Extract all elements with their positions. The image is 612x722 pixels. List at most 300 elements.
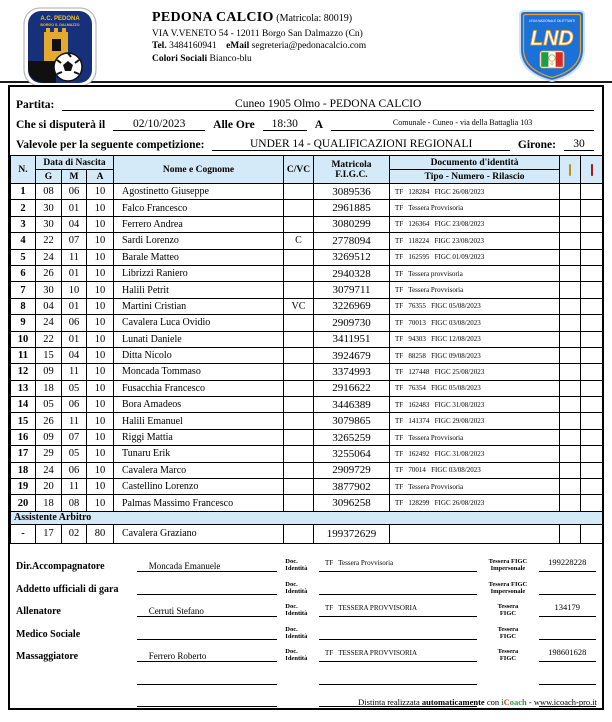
birth-year-cell: 10 (87, 397, 114, 413)
club-crest-icon (22, 7, 98, 92)
player-row (11, 380, 603, 396)
birth-year-cell: 10 (87, 413, 114, 429)
birth-month-cell: 02 (62, 524, 87, 543)
tessera-label: Tessera FIGC Impersonale (488, 558, 528, 573)
red-card-cell (581, 446, 603, 462)
captain-cell: VC (284, 298, 314, 314)
birth-month-cell: 11 (62, 479, 87, 495)
time-label: Alle Ore (213, 119, 255, 131)
captain-cell (284, 249, 314, 265)
match-info (10, 87, 602, 154)
tessera-label: Tessera FIGC (497, 603, 519, 618)
tel-value: 3484160941 (169, 41, 217, 51)
player-row (11, 347, 603, 363)
document-cell: TF 94303 FIGC 12/08/2023 (390, 331, 560, 347)
staff-tessera-field (539, 684, 596, 685)
yellow-card-cell (560, 446, 581, 462)
assistant-section-label-row (11, 511, 603, 524)
player-name-cell: Cavalera Graziano (114, 524, 284, 543)
player-number-cell: 14 (11, 397, 36, 413)
document-cell: TF 76355 FIGC 05/08/2023 (390, 298, 560, 314)
doc-identity-label: Doc. Identità (285, 580, 308, 595)
red-card-cell (581, 265, 603, 281)
captain-cell (284, 364, 314, 380)
staff-doc-field: TF Tessera Provvisoria (319, 563, 477, 572)
document-cell: TF 162483 FIGC 31/08/2023 (390, 397, 560, 413)
matricola-cell: 199372629 (314, 524, 390, 543)
competition-label: Valevole per la seguente competizione: (16, 139, 205, 151)
staff-role-label: Addetto ufficiali di gara (16, 583, 119, 595)
red-card-cell (581, 364, 603, 380)
birth-year-cell: 10 (87, 298, 114, 314)
competition-field: UNDER 14 - QUALIFICAZIONI REGIONALI (212, 138, 509, 151)
birth-year-cell: 10 (87, 495, 114, 511)
captain-cell: C (284, 233, 314, 249)
matricola-cell: 3096258 (314, 495, 390, 511)
red-card-cell (581, 380, 603, 396)
document-cell: TF 162595 FIGC 01/09/2023 (390, 249, 560, 265)
player-number-cell: 13 (11, 380, 36, 396)
yellow-card-cell (560, 524, 581, 543)
col-header-n: N. (11, 156, 36, 184)
birth-year-cell: 10 (87, 282, 114, 298)
staff-doc-field: TF TESSERA PROVVISORIA (319, 608, 477, 617)
assistant-row (11, 524, 603, 543)
girone-label: Girone: (517, 139, 556, 151)
red-card-cell (581, 462, 603, 478)
staff-name-field: Ferrero Roberto (137, 651, 278, 662)
matricola-cell: 3079865 (314, 413, 390, 429)
player-row (11, 200, 603, 216)
girone-field: 30 (564, 138, 594, 151)
player-number-cell: 6 (11, 265, 36, 281)
club-address: VIA V.VENETO 54 - 12011 Borgo San Dalmazzo (Cn) (152, 28, 363, 39)
birth-month-cell: 05 (62, 446, 87, 462)
red-card-cell (581, 282, 603, 298)
matricola-cell: 3269512 (314, 249, 390, 265)
matricola-cell: 3374993 (314, 364, 390, 380)
captain-cell (284, 446, 314, 462)
birth-day-cell: 05 (36, 397, 62, 413)
birth-year-cell: 10 (87, 184, 114, 200)
birth-year-cell: 10 (87, 462, 114, 478)
venue-field (331, 118, 594, 131)
captain-cell (284, 347, 314, 363)
staff-tessera-field: 134179 (539, 606, 596, 617)
matricola-cell: 3411951 (314, 331, 390, 347)
doc-identity-label: Doc. Identità (285, 648, 308, 663)
staff-role-label: Allenatore (16, 606, 61, 618)
staff-row (16, 640, 596, 663)
red-card-cell (581, 298, 603, 314)
club-info (152, 7, 366, 64)
document-cell: TF Tessera Provvisoria (390, 429, 560, 445)
matricola-cell: 3080299 (314, 216, 390, 232)
yellow-card-cell (560, 282, 581, 298)
staff-tessera-field: 199228228 (539, 561, 596, 572)
player-number-cell: 5 (11, 249, 36, 265)
staff-doc-field: TF TESSERA PROVVISORIA (319, 653, 477, 662)
staff-name-field (137, 594, 278, 595)
document-cell: TF Tessera Provvisoria (390, 200, 560, 216)
document-cell: TF 128284 FIGC 26/08/2023 (390, 184, 560, 200)
player-number-cell: - (11, 524, 36, 543)
yellow-card-icon (569, 164, 571, 176)
birth-year-cell: 10 (87, 446, 114, 462)
tel-label: Tel. (152, 41, 167, 51)
birth-year-cell: 10 (87, 380, 114, 396)
birth-month-cell: 01 (62, 265, 87, 281)
birth-month-cell: 01 (62, 331, 87, 347)
col-header-birth: Data di Nascita (36, 156, 114, 170)
players-tbody (11, 184, 603, 512)
yellow-card-cell (560, 331, 581, 347)
staff-row (16, 550, 596, 573)
captain-cell (284, 479, 314, 495)
yellow-card-cell (560, 397, 581, 413)
red-card-cell (581, 233, 603, 249)
captain-cell (284, 265, 314, 281)
birth-day-cell: 24 (36, 315, 62, 331)
matricola-cell: 3877902 (314, 479, 390, 495)
player-number-cell: 2 (11, 200, 36, 216)
birth-day-cell: 26 (36, 413, 62, 429)
birth-month-cell: 01 (62, 200, 87, 216)
assistant-tbody (11, 511, 603, 543)
staff-name-field (137, 706, 278, 707)
staff-row (16, 572, 596, 595)
yellow-card-cell (560, 315, 581, 331)
player-number-cell: 20 (11, 495, 36, 511)
captain-cell (284, 184, 314, 200)
red-card-cell (581, 331, 603, 347)
document-cell: TF Tessera provvisoria (390, 265, 560, 281)
birth-day-cell: 29 (36, 446, 62, 462)
yellow-card-cell (560, 462, 581, 478)
col-header-cvc: C/VC (284, 156, 314, 184)
birth-year-cell: 10 (87, 364, 114, 380)
player-name-cell: Fusacchia Francesco (114, 380, 284, 396)
birth-day-cell: 24 (36, 249, 62, 265)
svg-text:BORGO S. DALMAZZO: BORGO S. DALMAZZO (40, 23, 80, 27)
birth-year-cell: 10 (87, 347, 114, 363)
staff-name-field: Cerruti Stefano (137, 606, 278, 617)
red-card-cell (581, 184, 603, 200)
yellow-card-cell (560, 216, 581, 232)
player-row (11, 184, 603, 200)
matricola-cell: 2961885 (314, 200, 390, 216)
doc-identity-label: Doc. Identità (285, 603, 308, 618)
birth-year-cell: 10 (87, 216, 114, 232)
document-cell (390, 524, 560, 543)
player-name-cell: Riggi Mattia (114, 429, 284, 445)
icoach-brand: i (501, 697, 504, 707)
yellow-card-cell (560, 380, 581, 396)
birth-month-cell: 11 (62, 364, 87, 380)
doc-identity-label: Doc. Identità (285, 625, 308, 640)
document-cell: TF 126364 FIGC 23/08/2023 (390, 216, 560, 232)
partita-field: Cuneo 1905 Olmo - PEDONA CALCIO (62, 98, 594, 111)
birth-year-cell: 10 (87, 249, 114, 265)
birth-year-cell: 10 (87, 429, 114, 445)
birth-day-cell: 09 (36, 429, 62, 445)
player-number-cell: 8 (11, 298, 36, 314)
player-number-cell: 4 (11, 233, 36, 249)
document-cell: TF 128299 FIGC 26/08/2023 (390, 495, 560, 511)
birth-day-cell: 24 (36, 462, 62, 478)
player-number-cell: 9 (11, 315, 36, 331)
captain-cell (284, 216, 314, 232)
player-row (11, 413, 603, 429)
player-row (11, 331, 603, 347)
player-row (11, 495, 603, 511)
birth-month-cell: 05 (62, 380, 87, 396)
lnd-logo-icon (516, 7, 588, 88)
staff-tessera-field (539, 639, 596, 640)
tessera-label: Tessera FIGC Impersonale (488, 580, 528, 595)
captain-cell (284, 462, 314, 478)
birth-month-cell: 04 (62, 347, 87, 363)
player-number-cell: 10 (11, 331, 36, 347)
matricola-cell: 3265259 (314, 429, 390, 445)
player-name-cell: Agostinetto Giuseppe (114, 184, 284, 200)
player-number-cell: 7 (11, 282, 36, 298)
matricola-cell: 3089536 (314, 184, 390, 200)
player-number-cell: 16 (11, 429, 36, 445)
birth-year-cell: 10 (87, 331, 114, 347)
email-label: eMail (226, 41, 250, 51)
col-header-g: G (36, 170, 62, 184)
player-number-cell: 12 (11, 364, 36, 380)
red-card-cell (581, 216, 603, 232)
svg-text:A.C. PEDONA: A.C. PEDONA (40, 16, 80, 22)
player-number-cell: 19 (11, 479, 36, 495)
captain-cell (284, 315, 314, 331)
red-card-cell (581, 429, 603, 445)
yellow-card-cell (560, 265, 581, 281)
player-name-cell: Tunaru Erik (114, 446, 284, 462)
staff-row (16, 595, 596, 618)
captain-cell (284, 429, 314, 445)
matricola-cell: 3446389 (314, 397, 390, 413)
staff-tessera-field: 198601628 (539, 651, 596, 662)
birth-month-cell: 06 (62, 397, 87, 413)
player-number-cell: 15 (11, 413, 36, 429)
red-card-cell (581, 315, 603, 331)
player-row (11, 429, 603, 445)
captain-cell (284, 380, 314, 396)
document-cell: TF 127448 FIGC 25/08/2023 (390, 364, 560, 380)
col-header-doc: Documento d'identità (390, 156, 560, 170)
birth-year-cell: 10 (87, 479, 114, 495)
club-name: PEDONA CALCIO (152, 10, 274, 25)
player-number-cell: 17 (11, 446, 36, 462)
birth-day-cell: 18 (36, 380, 62, 396)
red-card-cell (581, 479, 603, 495)
document-cell: TF 88258 FIGC 09/08/2023 (390, 347, 560, 363)
player-row (11, 462, 603, 478)
col-header-m: M (62, 170, 87, 184)
player-name-cell: Moncada Tommaso (114, 364, 284, 380)
birth-year-cell: 10 (87, 233, 114, 249)
birth-year-cell: 80 (87, 524, 114, 543)
player-row (11, 479, 603, 495)
birth-month-cell: 06 (62, 315, 87, 331)
player-row (11, 233, 603, 249)
player-number-cell: 3 (11, 216, 36, 232)
staff-row (16, 617, 596, 640)
venue-text: Comunale - Cuneo - via della Battaglia 103 (392, 118, 533, 127)
player-name-cell: Halili Emanuel (114, 413, 284, 429)
matricola-cell: 3255064 (314, 446, 390, 462)
red-card-header (581, 156, 603, 184)
document-cell: TF 70014 FIGC 03/08/2023 (390, 462, 560, 478)
captain-cell (284, 524, 314, 543)
player-row (11, 216, 603, 232)
tessera-label: Tessera FIGC (497, 625, 519, 640)
yellow-card-header (560, 156, 581, 184)
staff-name-field: Moncada Emanuele (137, 561, 278, 572)
date-label: Che si disputerà il (16, 119, 106, 131)
player-row (11, 298, 603, 314)
staff-section (10, 544, 602, 708)
player-name-cell: Ferrero Andrea (114, 216, 284, 232)
staff-doc-field (319, 594, 477, 595)
birth-year-cell: 10 (87, 200, 114, 216)
birth-day-cell: 30 (36, 216, 62, 232)
player-name-cell: Halili Petrit (114, 282, 284, 298)
birth-day-cell: 20 (36, 479, 62, 495)
red-card-cell (581, 249, 603, 265)
captain-cell (284, 495, 314, 511)
yellow-card-cell (560, 413, 581, 429)
matricola-cell: 2909730 (314, 315, 390, 331)
player-name-cell: Castellino Lorenzo (114, 479, 284, 495)
captain-cell (284, 200, 314, 216)
col-header-a: A (87, 170, 114, 184)
document-cell: TF 141374 FIGC 29/08/2023 (390, 413, 560, 429)
player-name-cell: Cavalera Luca Ovidio (114, 315, 284, 331)
player-number-cell: 1 (11, 184, 36, 200)
birth-year-cell: 10 (87, 265, 114, 281)
col-header-name: Nome e Cognome (114, 156, 284, 184)
red-card-cell (581, 200, 603, 216)
player-number-cell: 11 (11, 347, 36, 363)
birth-day-cell: 30 (36, 200, 62, 216)
tessera-label: Tessera FIGC (497, 648, 519, 663)
yellow-card-cell (560, 233, 581, 249)
document-cell: TF 70013 FIGC 03/08/2023 (390, 315, 560, 331)
svg-text:LEGA NAZIONALE DILETTANTI: LEGA NAZIONALE DILETTANTI (528, 19, 576, 23)
birth-year-cell: 10 (87, 315, 114, 331)
birth-month-cell: 04 (62, 216, 87, 232)
yellow-card-cell (560, 364, 581, 380)
red-card-cell (581, 495, 603, 511)
yellow-card-cell (560, 479, 581, 495)
partita-label: Partita: (16, 99, 55, 111)
birth-day-cell: 22 (36, 331, 62, 347)
player-name-cell: Ditta Nicolo (114, 347, 284, 363)
assistant-section-label: Assistente Arbitro (11, 511, 603, 524)
staff-name-field (137, 684, 278, 685)
player-row (11, 315, 603, 331)
yellow-card-cell (560, 249, 581, 265)
birth-month-cell: 01 (62, 298, 87, 314)
document-cell: TF 118224 FIGC 23/08/2023 (390, 233, 560, 249)
birth-month-cell: 10 (62, 282, 87, 298)
staff-role-label: Medico Sociale (16, 628, 81, 640)
club-matricola: (Matricola: 80019) (276, 13, 353, 24)
time-field: 18:30 (263, 118, 307, 131)
document-cell: TF Tessera Provvisoria (390, 282, 560, 298)
letterhead (0, 0, 612, 80)
captain-cell (284, 331, 314, 347)
svg-text:LND: LND (530, 27, 574, 50)
distinta-form (8, 85, 604, 710)
red-card-cell (581, 397, 603, 413)
player-row (11, 364, 603, 380)
document-cell: TF 162492 FIGC 31/08/2023 (390, 446, 560, 462)
doc-identity-label: Doc. Identità (285, 558, 308, 573)
staff-tessera-field (539, 594, 596, 595)
document-cell: TF Tessera Provvisoria (390, 479, 560, 495)
matricola-cell: 2909729 (314, 462, 390, 478)
player-name-cell: Falco Francesco (114, 200, 284, 216)
players-table (10, 155, 603, 544)
document-cell: TF 76354 FIGC 05/08/2023 (390, 380, 560, 396)
birth-day-cell: 09 (36, 364, 62, 380)
col-header-doc-sub: Tipo - Numero - Rilascio (390, 170, 560, 184)
player-name-cell: Palmas Massimo Francesco (114, 495, 284, 511)
birth-month-cell: 08 (62, 495, 87, 511)
player-name-cell: Bora Amadeos (114, 397, 284, 413)
player-name-cell: Lunati Daniele (114, 331, 284, 347)
player-row (11, 249, 603, 265)
red-card-icon (591, 164, 593, 176)
email-value: segreteria@pedonacalcio.com (251, 41, 367, 51)
staff-row (16, 662, 596, 685)
at-label: A (314, 119, 324, 131)
captain-cell (284, 397, 314, 413)
staff-name-field (137, 639, 278, 640)
matricola-cell: 3924679 (314, 347, 390, 363)
birth-month-cell: 06 (62, 462, 87, 478)
red-card-cell (581, 347, 603, 363)
footer-credit: Distinta realizzata automaticamente con iCoach - www.icoach-pro.it (358, 697, 597, 707)
staff-role-label: Massaggiatore (16, 651, 79, 663)
player-row (11, 265, 603, 281)
birth-day-cell: 26 (36, 265, 62, 281)
yellow-card-cell (560, 495, 581, 511)
player-row (11, 282, 603, 298)
yellow-card-cell (560, 429, 581, 445)
birth-day-cell: 18 (36, 495, 62, 511)
player-name-cell: Barale Matteo (114, 249, 284, 265)
staff-doc-field (319, 684, 477, 685)
red-card-cell (581, 413, 603, 429)
player-number-cell: 18 (11, 462, 36, 478)
matricola-cell: 2940328 (314, 265, 390, 281)
colors-label: Colori Sociali (152, 53, 208, 64)
captain-cell (284, 282, 314, 298)
yellow-card-cell (560, 184, 581, 200)
staff-doc-field (319, 639, 477, 640)
player-name-cell: Cavalera Marco (114, 462, 284, 478)
col-header-matricola: Matricola F.I.G.C. (314, 156, 390, 184)
player-name-cell: Sardi Lorenzo (114, 233, 284, 249)
birth-day-cell: 08 (36, 184, 62, 200)
birth-day-cell: 17 (36, 524, 62, 543)
